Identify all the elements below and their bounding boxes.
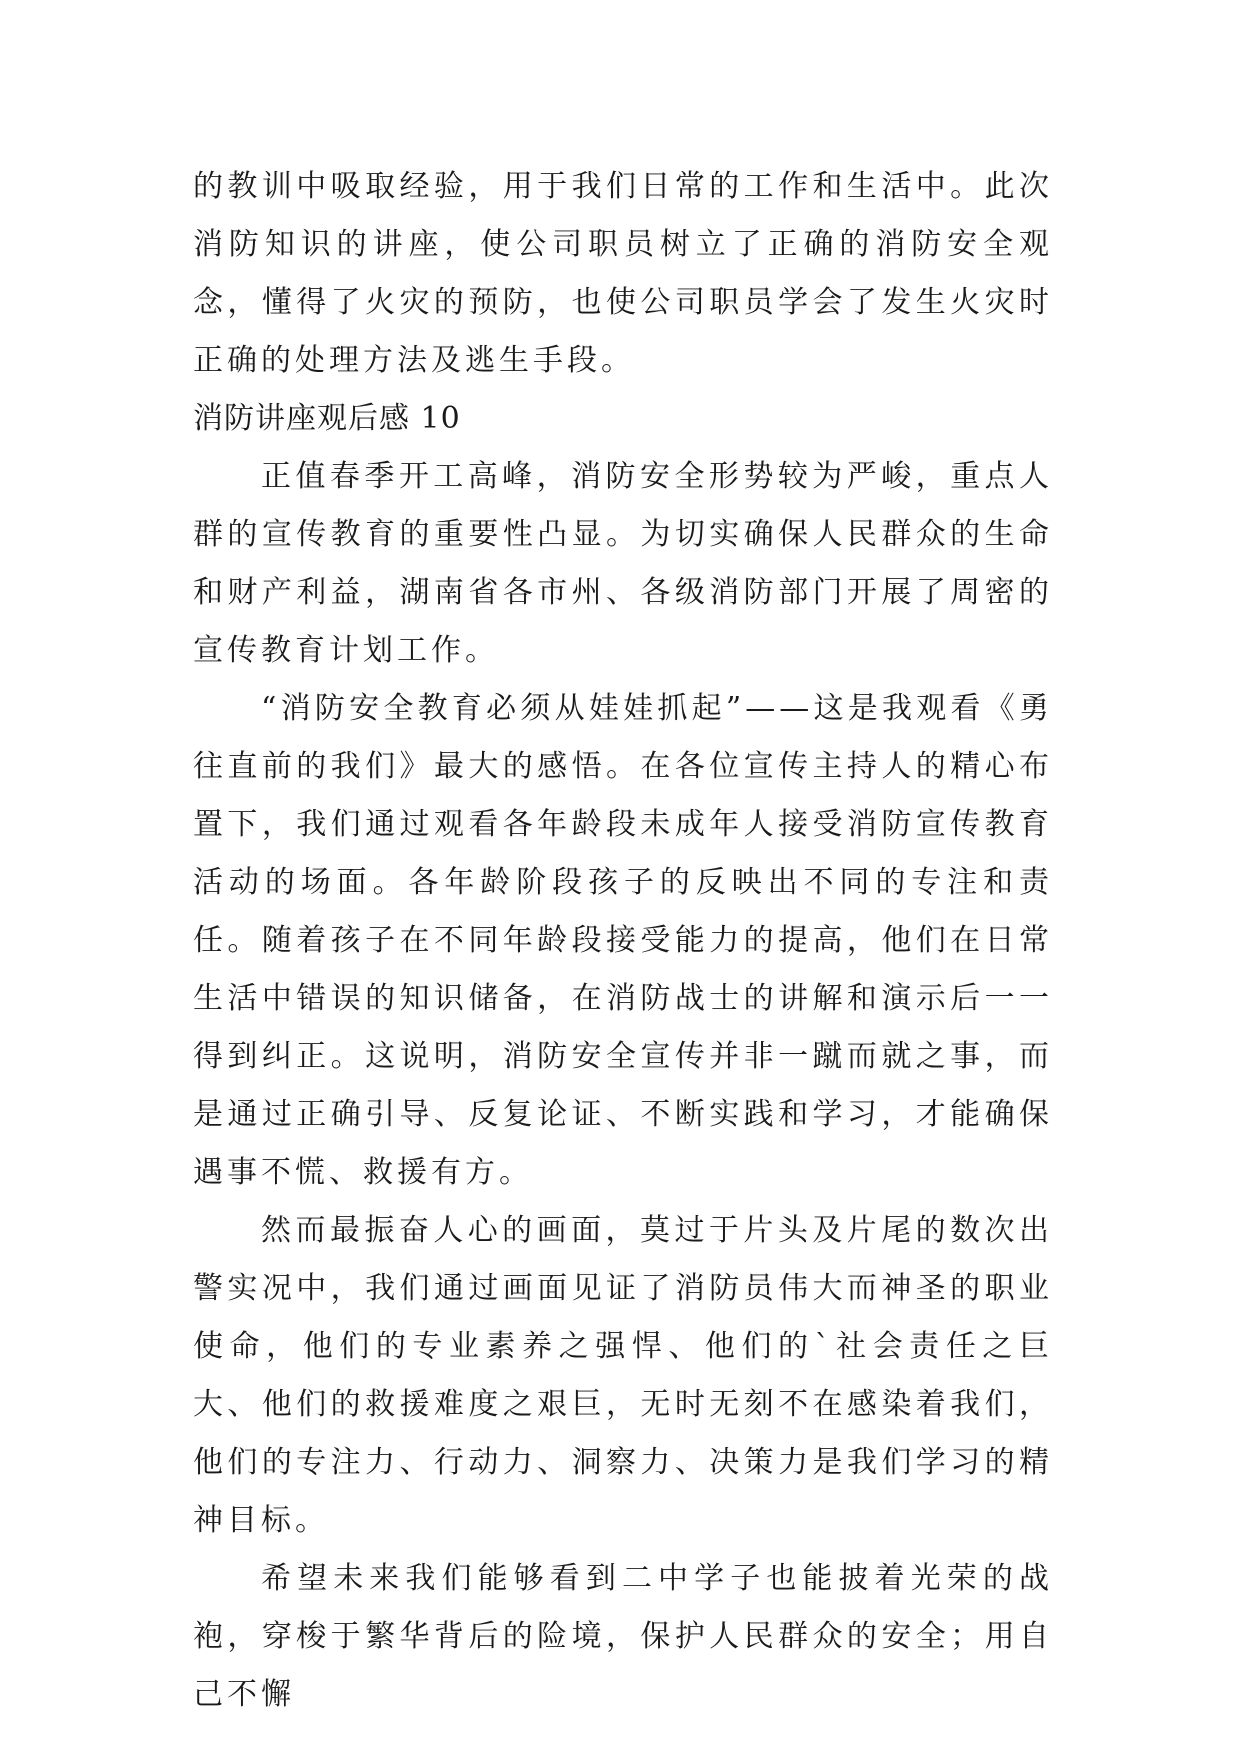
section-heading: 消防讲座观后感 10 <box>193 401 461 436</box>
paragraph-continuation: 的教训中吸取经验，用于我们日常的工作和生活中。此次消防知识的讲座，使公司职员树立了正确的消防安全观念，懂得了火灾的预防，也使公司职员学会了发生火灾时正确的处理方法及逃生手段。 <box>193 169 1053 378</box>
paragraph: 正值春季开工高峰，消防安全形势较为严峻，重点人群的宣传教育的重要性凸显。为切实确保人民群众的生命和财产利益，湖南省各市州、各级消防部门开展了周密的宣传教育计划工作。 <box>193 459 1053 668</box>
document-body <box>193 158 1053 1724</box>
paragraph: 希望未来我们能够看到二中学子也能披着光荣的战袍，穿梭于繁华背后的险境，保护人民群众的安全；用自己不懈 <box>193 1561 1053 1712</box>
paragraph: “消防安全教育必须从娃娃抓起”——这是我观看《勇往直前的我们》最大的感悟。在各位宣传主持人的精心布置下，我们通过观看各年龄段未成年人接受消防宣传教育活动的场面。各年龄阶段孩子的反映出不同的专注和责任。随着孩子在不同年龄段接受能力的提高，他们在日常生活中错误的知识储备，在消防战士的讲解和演示后一一得到纠正。这说明，消防安全宣传并非一蹴而就之事，而是通过正确引导、反复论证、不断实践和学习，才能确保遇事不慌、救援有方。 <box>193 691 1053 1190</box>
paragraph: 然而最振奋人心的画面，莫过于片头及片尾的数次出警实况中，我们通过画面见证了消防员伟大而神圣的职业使命，他们的专业素养之强悍、他们的`社会责任之巨大、他们的救援难度之艰巨，无时无刻不在感染着我们，他们的专注力、行动力、洞察力、决策力是我们学习的精神目标。 <box>193 1213 1053 1538</box>
